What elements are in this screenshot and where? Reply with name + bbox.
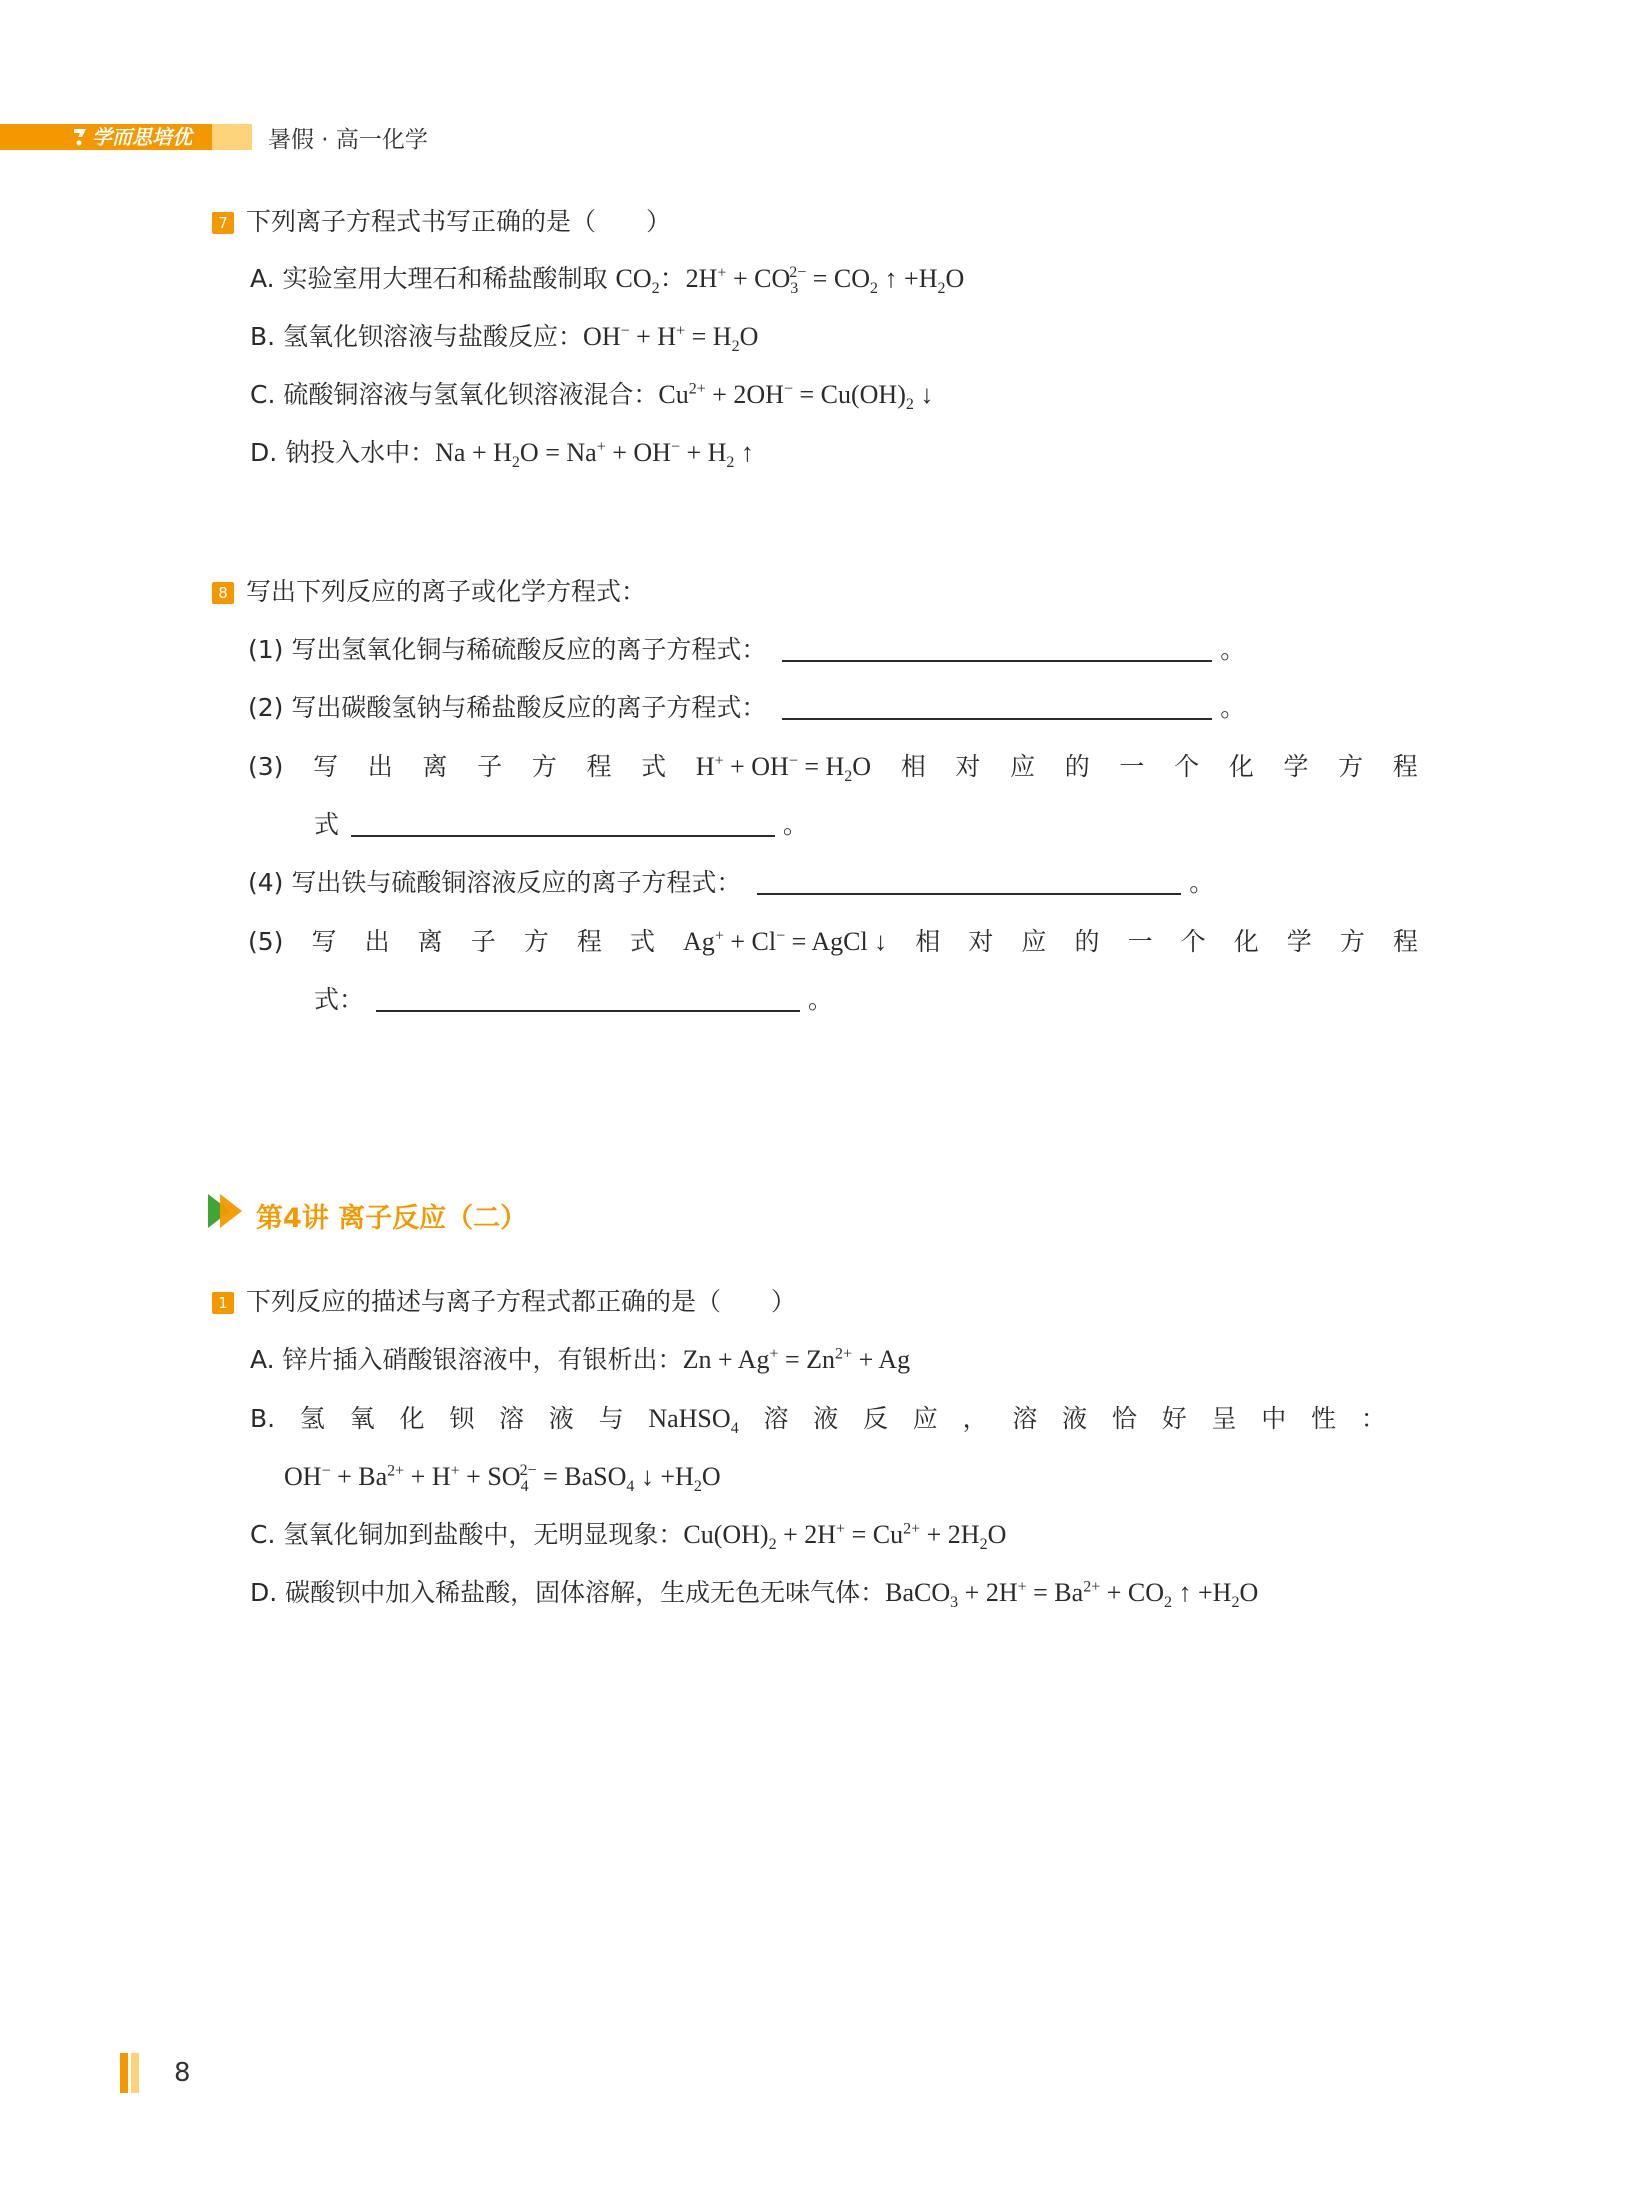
word: 离 [417, 927, 443, 956]
s1-option-c: C. 氢氧化铜加到盐酸中，无明显现象：$Cu(OH)_2 + 2H^+ = Cu^{2+} + 2H_2O$ [250, 1520, 1007, 1554]
word: 应 [912, 1404, 938, 1433]
word: 相 [900, 752, 926, 781]
word: ： [1360, 1404, 1386, 1433]
q8-part-5-line1 [248, 925, 1418, 959]
word: 出 [367, 752, 393, 781]
word: 一 [1119, 752, 1145, 781]
word: 液 [1062, 1404, 1088, 1433]
word: 式 [641, 752, 667, 781]
q8-part-2-text: (2) 写出碳酸氢钠与稀盐酸反应的离子方程式： [248, 693, 767, 722]
q8-part-5-cont: 式： [314, 985, 365, 1014]
word: 化 [1228, 752, 1254, 781]
q7-option-a-text: A. 实验室用大理石和稀盐酸制取 [250, 264, 616, 293]
s1-option-b-label: B. [250, 1404, 276, 1433]
period: 。 [1220, 693, 1246, 722]
word: 氧 [349, 1404, 375, 1433]
word: 式 [629, 927, 655, 956]
q8-part-4-blank[interactable] [757, 867, 1181, 895]
q8-part-1-text: (1) 写出氢氧化铜与稀硫酸反应的离子方程式： [248, 635, 767, 664]
q7-option-d: D. 钠投入水中：$Na + H_2O = Na^+ + OH^- + H_2$ ↑ [250, 438, 754, 472]
word: 对 [955, 752, 981, 781]
word: 应 [1021, 927, 1047, 956]
word: 溶 [763, 1404, 789, 1433]
word: 方 [531, 752, 557, 781]
q8-part-1-blank[interactable] [782, 634, 1212, 662]
s1-option-b-line1 [250, 1402, 1386, 1436]
word: 化 [1233, 927, 1259, 956]
word: 液 [548, 1404, 574, 1433]
q8-part-3-cont: 式 [314, 810, 340, 839]
word: 写 [313, 752, 339, 781]
s1-option-b-formula: NaHSO$_4$ [648, 1404, 739, 1438]
word: 方 [1338, 752, 1364, 781]
word: ， [962, 1404, 988, 1433]
s1-option-b-line2: $OH^- + Ba^{2+} + H^+ + SO_4^{2-}$ = BaSO$_4$ ↓ $+H_2O$ [284, 1462, 721, 1496]
brand-logo [72, 124, 192, 150]
word: 中 [1261, 1404, 1287, 1433]
q8-stem-text: 写出下列反应的离子或化学方程式： [246, 577, 647, 606]
q7-stem-text: 下列离子方程式书写正确的是（ ） [246, 207, 672, 236]
word: 化 [399, 1404, 425, 1433]
header-title: 暑假 · 高一化学 [268, 127, 428, 153]
q8-part-5-blank[interactable] [376, 984, 800, 1012]
q7-option-c-text: C. 硫酸铜溶液与氢氧化钡溶液混合： [250, 380, 659, 409]
q7-option-b-text: B. 氢氧化钡溶液与盐酸反应： [250, 322, 584, 351]
period: 。 [807, 985, 833, 1014]
q8-stem [212, 575, 646, 609]
s1-option-a-text: A. 锌片插入硝酸银溶液中，有银析出： [250, 1345, 683, 1374]
brand-name: 学而思培优 [92, 125, 192, 149]
q8-part-1 [248, 633, 1245, 667]
word: 程 [1392, 752, 1418, 781]
q8-part-5-label: (5) [248, 927, 284, 956]
word: 学 [1283, 752, 1309, 781]
period: 。 [1189, 868, 1215, 897]
word: 溶 [1012, 1404, 1038, 1433]
q7-option-b: B. 氢氧化钡溶液与盐酸反应：$OH^- + H^+ = H_2O$ [250, 322, 759, 356]
word: 离 [422, 752, 448, 781]
word: 钡 [449, 1404, 475, 1433]
word: 学 [1286, 927, 1312, 956]
word: 一 [1127, 927, 1153, 956]
q8-part-5-line2 [314, 983, 833, 1017]
q7-number: 7 [212, 212, 234, 234]
q8-part-3-blank[interactable] [351, 809, 775, 837]
word: 程 [1392, 927, 1418, 956]
word: 的 [1064, 752, 1090, 781]
q8-part-3-equation: $H^+ + OH^- = H_2O$ [695, 752, 872, 786]
q8-part-3-line1 [248, 750, 1418, 784]
word: 子 [477, 752, 503, 781]
q7-stem [212, 205, 671, 239]
q7-option-a: A. 实验室用大理石和稀盐酸制取 $CO_2$：$2H^+ + CO_3^{2-} = CO_2$ ↑ $+H_2O$ [250, 264, 965, 298]
q8-part-2-blank[interactable] [782, 692, 1212, 720]
word: 程 [586, 752, 612, 781]
word: 写 [311, 927, 337, 956]
q8-part-2 [248, 691, 1245, 725]
word: 相 [915, 927, 941, 956]
s1-number: 1 [212, 1292, 234, 1314]
play-arrow-icon [208, 1194, 252, 1228]
page-marker-icon [120, 2053, 140, 2093]
s1-option-a: A. 锌片插入硝酸银溶液中，有银析出：$Zn + Ag^+ = Zn^{2+} + Ag$ [250, 1345, 911, 1374]
word: 的 [1074, 927, 1100, 956]
q8-part-3-line2 [314, 808, 808, 842]
word: 与 [598, 1404, 624, 1433]
word: 恰 [1111, 1404, 1137, 1433]
word: 方 [523, 927, 549, 956]
section-title: 第4讲 离子反应（二） [256, 1203, 528, 1234]
word: 呈 [1211, 1404, 1237, 1433]
word: 性 [1311, 1404, 1337, 1433]
q8-number: 8 [212, 582, 234, 604]
word: 方 [1339, 927, 1365, 956]
word: 出 [364, 927, 390, 956]
word: 溶 [499, 1404, 525, 1433]
s1-stem-text: 下列反应的描述与离子方程式都正确的是（ ） [246, 1287, 797, 1316]
word: 个 [1180, 927, 1206, 956]
word: 反 [863, 1404, 889, 1433]
page-number: 8 [174, 2058, 191, 2088]
period: 。 [782, 810, 808, 839]
period: 。 [1220, 635, 1246, 664]
word: 氢 [299, 1404, 325, 1433]
s1-option-d: D. 碳酸钡中加入稀盐酸，固体溶解，生成无色无味气体：BaCO$_3$ + $2H^+ = Ba^{2+} + CO_2$ ↑ $+H_2O$ [250, 1578, 1259, 1612]
word: 程 [576, 927, 602, 956]
q8-part-4-text: (4) 写出铁与硫酸铜溶液反应的离子方程式： [248, 868, 742, 897]
word: 对 [968, 927, 994, 956]
header-accent-bar-light [212, 124, 252, 150]
s1-option-c-text: C. 氢氧化铜加到盐酸中，无明显现象： [250, 1520, 684, 1549]
s1-option-d-text: D. 碳酸钡中加入稀盐酸，固体溶解，生成无色无味气体： [250, 1578, 886, 1607]
q8-part-3-label: (3) [248, 752, 284, 781]
word: 好 [1161, 1404, 1187, 1433]
brand-icon [72, 127, 90, 147]
word: 液 [813, 1404, 839, 1433]
q8-part-4 [248, 866, 1214, 900]
s1-stem [212, 1285, 796, 1319]
q8-part-5-equation: Ag+ + Cl− = AgCl ↓ [683, 927, 888, 956]
word: 应 [1010, 752, 1036, 781]
word: 子 [470, 927, 496, 956]
word: 个 [1174, 752, 1200, 781]
q7-option-d-text: D. 钠投入水中： [250, 438, 436, 467]
q7-option-c: C. 硫酸铜溶液与氢氧化钡溶液混合：$Cu^{2+} + 2OH^- = Cu(OH)_2$ ↓ [250, 380, 934, 414]
